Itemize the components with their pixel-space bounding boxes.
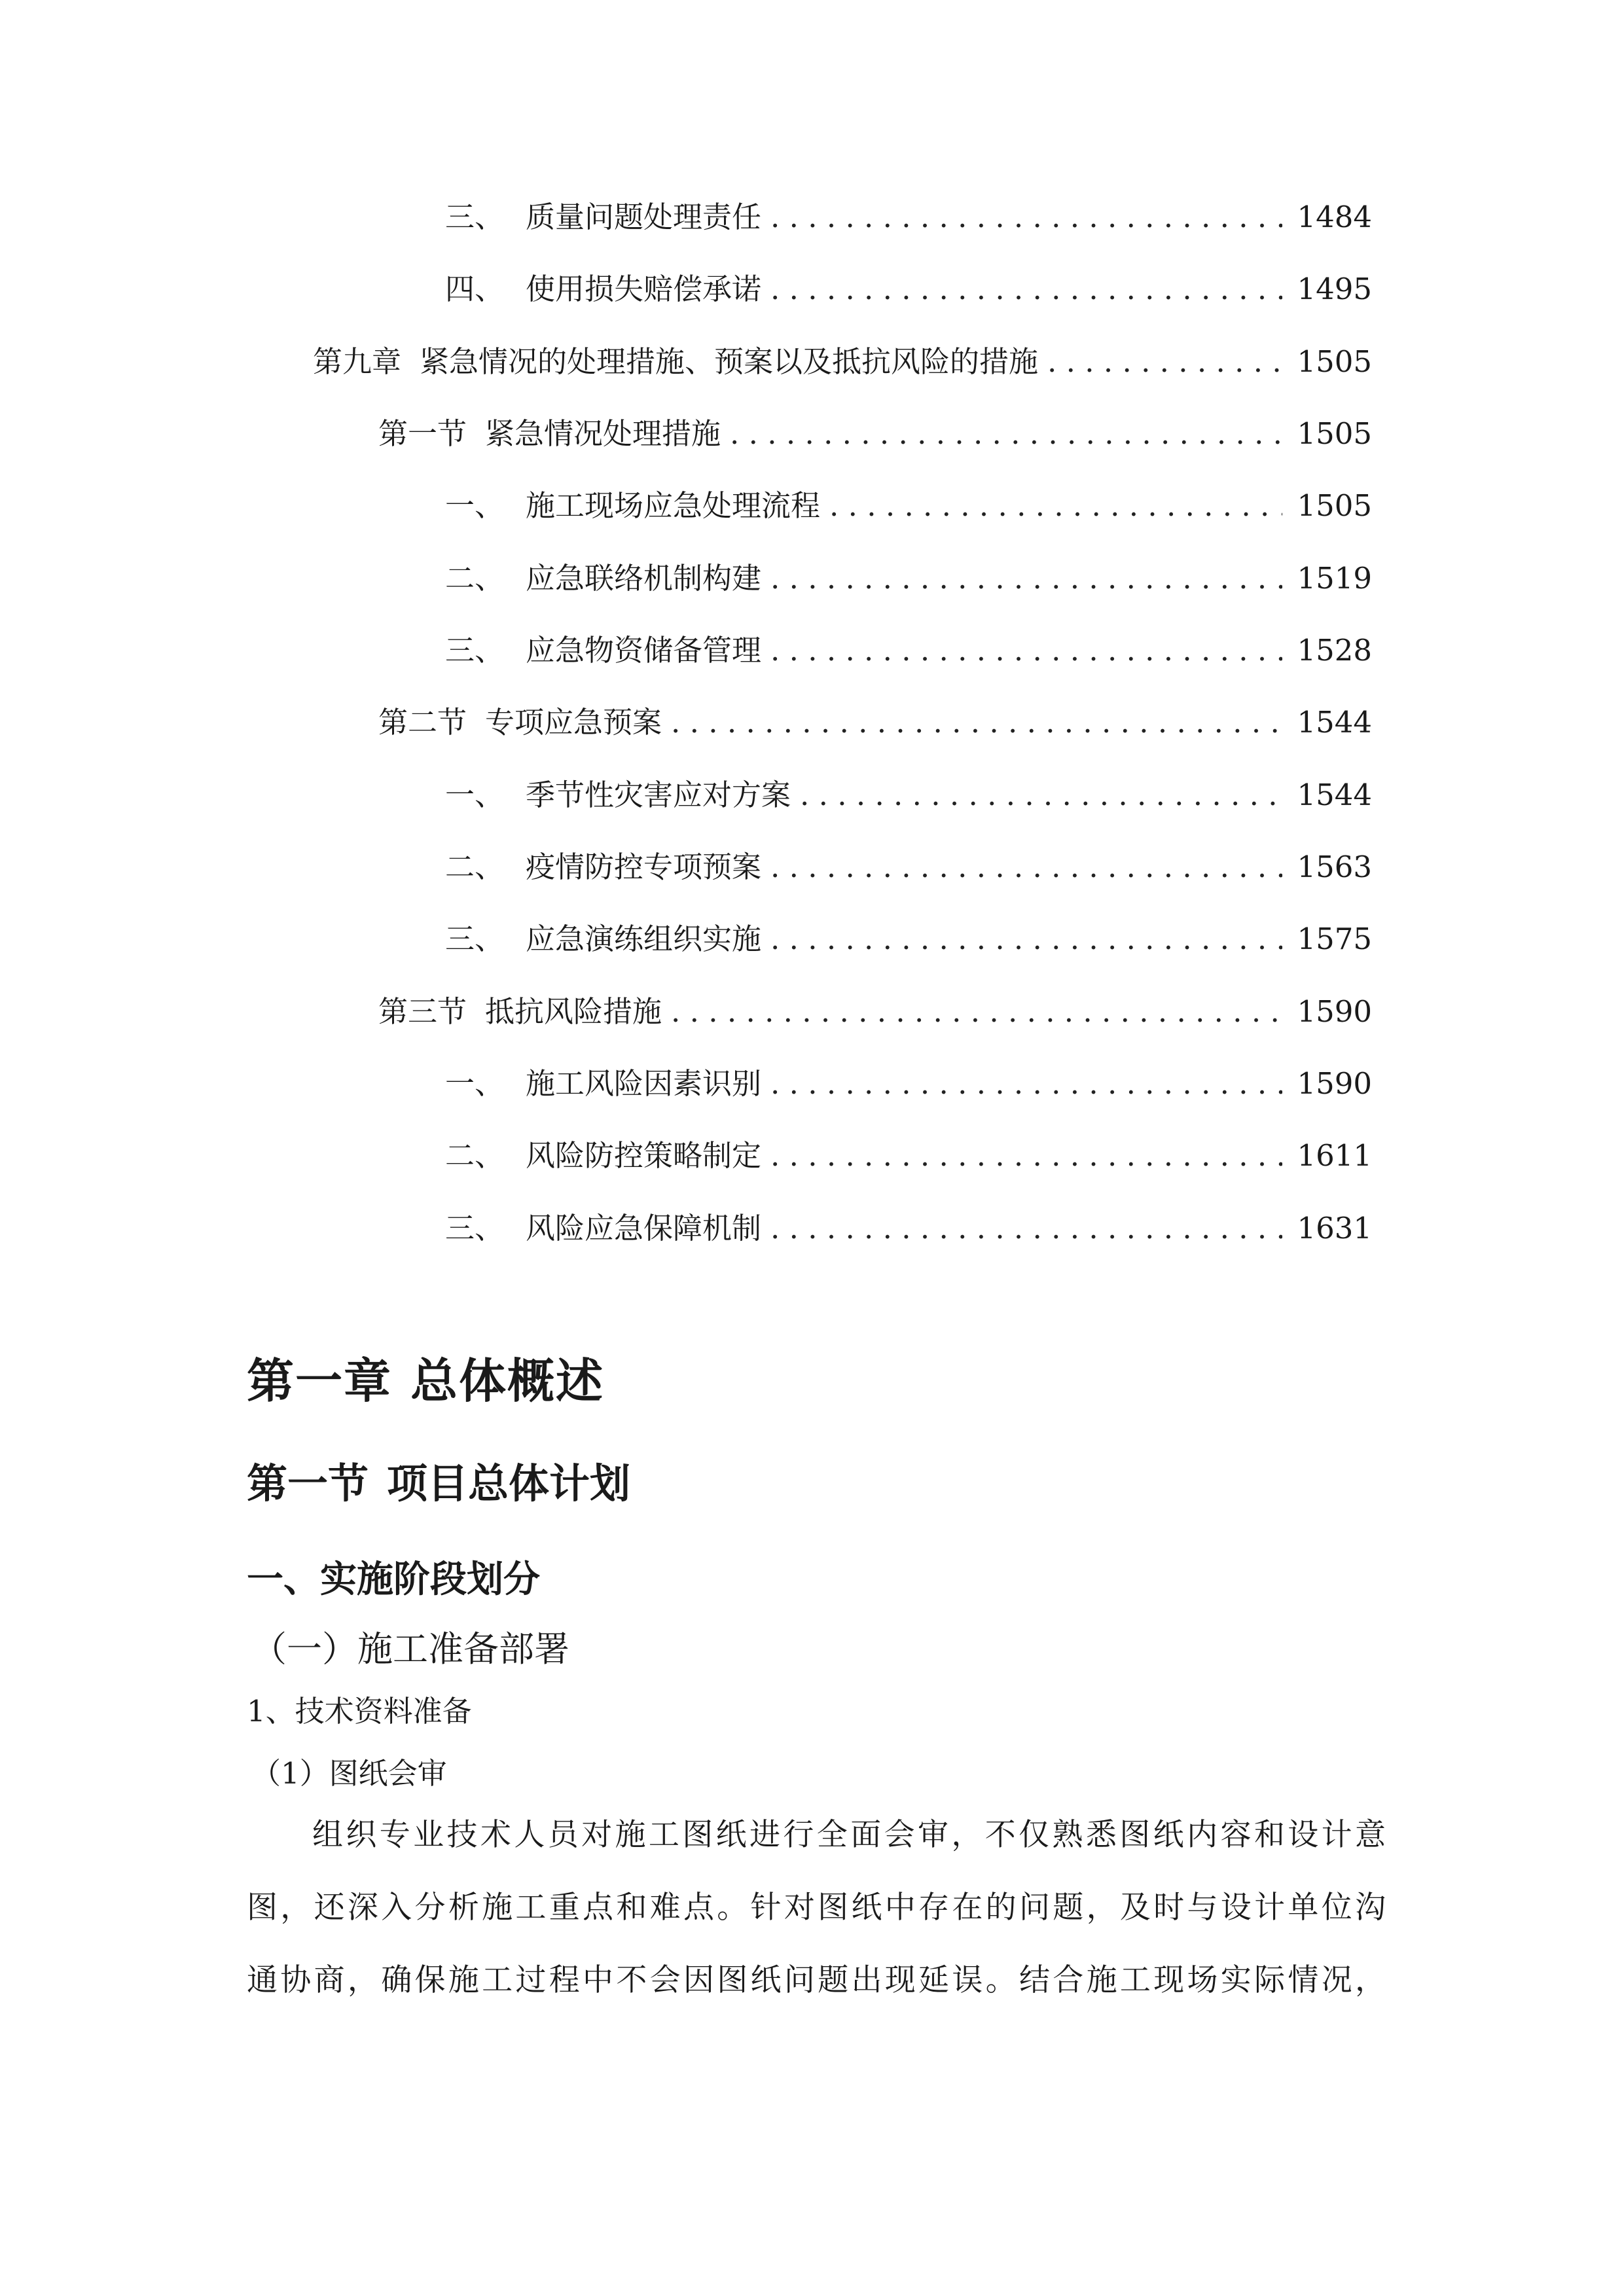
- toc-entry-title: 抵抗风险措施: [485, 994, 662, 1029]
- toc-entry-title: 风险防控策略制定: [526, 1138, 762, 1173]
- paragraph-line: 通协商，确保施工过程中不会因图纸问题出现延误。结合施工现场实际情况，: [247, 1962, 1386, 1998]
- toc-entry[interactable]: [378, 411, 1372, 457]
- toc-entry-page: 1495: [1297, 272, 1372, 306]
- toc-entry[interactable]: [445, 1206, 1372, 1251]
- toc-dot-leader: [671, 700, 1282, 745]
- toc-entry-title: 应急物资储备管理: [526, 633, 762, 668]
- toc-entry-title: 紧急情况处理措施: [485, 416, 721, 451]
- toc-dot-leader: [770, 194, 1282, 240]
- toc-entry[interactable]: [445, 1133, 1372, 1179]
- toc-entry-page: 1563: [1297, 850, 1372, 884]
- toc-entry-title: 紧急情况的处理措施、预案以及抵抗风险的措施: [420, 344, 1039, 379]
- toc-entry-number: 一、: [445, 488, 505, 523]
- toc-entry-page: 1528: [1297, 633, 1372, 668]
- toc-entry-page: 1505: [1297, 416, 1372, 451]
- paragraph-line: 组织专业技术人员对施工图纸进行全面会审，不仅熟悉图纸内容和设计意: [312, 1817, 1386, 1853]
- toc-entry-page: 1519: [1297, 561, 1372, 596]
- toc-entry[interactable]: [445, 266, 1372, 312]
- toc-dot-leader: [770, 916, 1282, 962]
- toc-entry-number: 第九章: [313, 344, 402, 379]
- chapter-number: 第一章: [247, 1354, 393, 1408]
- toc-entry[interactable]: [445, 194, 1372, 240]
- toc-entry-number: 第二节: [378, 705, 467, 740]
- section-title: 项目总体计划: [387, 1460, 631, 1507]
- toc-dot-leader: [770, 1133, 1282, 1179]
- toc-entry-page: 1631: [1297, 1211, 1372, 1246]
- subsection-heading: 一、实施阶段划分: [247, 1558, 540, 1601]
- toc-dot-leader: [770, 628, 1282, 673]
- toc-entry[interactable]: [445, 628, 1372, 673]
- toc-entry-page: 1575: [1297, 922, 1372, 956]
- toc-entry[interactable]: [445, 844, 1372, 890]
- toc-dot-leader: [730, 411, 1282, 457]
- toc-entry[interactable]: [378, 700, 1372, 745]
- toc-entry-number: 二、: [445, 850, 505, 884]
- toc-entry[interactable]: [313, 339, 1372, 385]
- toc-entry-number: 四、: [445, 272, 505, 306]
- toc-entry-title: 使用损失赔偿承诺: [526, 272, 762, 306]
- toc-dot-leader: [770, 266, 1282, 312]
- sub-subsection-heading: （一）施工准备部署: [251, 1628, 569, 1670]
- toc-entry-title: 季节性灾害应对方案: [526, 778, 791, 812]
- item-heading: 1、技术资料准备: [247, 1694, 472, 1729]
- toc-entry-title: 应急演练组织实施: [526, 922, 762, 956]
- chapter-title: 总体概述: [410, 1354, 605, 1408]
- toc-entry[interactable]: [445, 1061, 1372, 1107]
- paragraph-line: 图，还深入分析施工重点和难点。针对图纸中存在的问题，及时与设计单位沟: [247, 1890, 1386, 1926]
- toc-dot-leader: [829, 483, 1282, 529]
- toc-dot-leader: [770, 1061, 1282, 1107]
- toc-entry-page: 1505: [1297, 488, 1372, 523]
- toc-entry-page: 1590: [1297, 1066, 1372, 1101]
- toc-entry[interactable]: [445, 483, 1372, 529]
- toc-entry-title: 施工风险因素识别: [526, 1066, 762, 1101]
- body-paragraph: [247, 1799, 1386, 2017]
- toc-entry-number: 第三节: [378, 994, 467, 1029]
- toc-entry-page: 1484: [1297, 200, 1372, 234]
- toc-entry[interactable]: [445, 916, 1372, 962]
- toc-entry[interactable]: [445, 772, 1372, 818]
- toc-entry-number: 二、: [445, 1138, 505, 1173]
- toc-entry-page: 1544: [1297, 778, 1372, 812]
- toc-dot-leader: [770, 844, 1282, 890]
- chapter-heading: [247, 1348, 604, 1414]
- toc-entry-page: 1590: [1297, 994, 1372, 1029]
- toc-entry-number: 一、: [445, 778, 505, 812]
- toc-entry-title: 应急联络机制构建: [526, 561, 762, 596]
- toc-entry[interactable]: [445, 556, 1372, 601]
- toc-entry-title: 施工现场应急处理流程: [526, 488, 821, 523]
- toc-entry-number: 第一节: [378, 416, 467, 451]
- toc-entry[interactable]: [378, 989, 1372, 1035]
- section-number: 第一节: [247, 1460, 369, 1507]
- toc-entry-page: 1611: [1297, 1138, 1372, 1173]
- toc-entry-page: 1544: [1297, 705, 1372, 740]
- toc-entry-title: 疫情防控专项预案: [526, 850, 762, 884]
- toc-entry-number: 二、: [445, 561, 505, 596]
- toc-entry-title: 风险应急保障机制: [526, 1211, 762, 1246]
- toc-entry-number: 一、: [445, 1066, 505, 1101]
- toc-dot-leader: [1047, 339, 1282, 385]
- toc-entry-number: 三、: [445, 922, 505, 956]
- toc-entry-number: 三、: [445, 633, 505, 668]
- toc-dot-leader: [770, 556, 1282, 601]
- toc-entry-number: 三、: [445, 200, 505, 234]
- toc-entry-number: 三、: [445, 1211, 505, 1246]
- toc-dot-leader: [671, 989, 1282, 1035]
- subitem-heading: （1）图纸会审: [251, 1756, 447, 1791]
- toc-entry-title: 质量问题处理责任: [526, 200, 762, 234]
- toc-dot-leader: [800, 772, 1282, 818]
- toc-dot-leader: [770, 1206, 1282, 1251]
- toc-entry-page: 1505: [1297, 344, 1372, 379]
- toc-entry-title: 专项应急预案: [485, 705, 662, 740]
- section-heading: [247, 1454, 630, 1513]
